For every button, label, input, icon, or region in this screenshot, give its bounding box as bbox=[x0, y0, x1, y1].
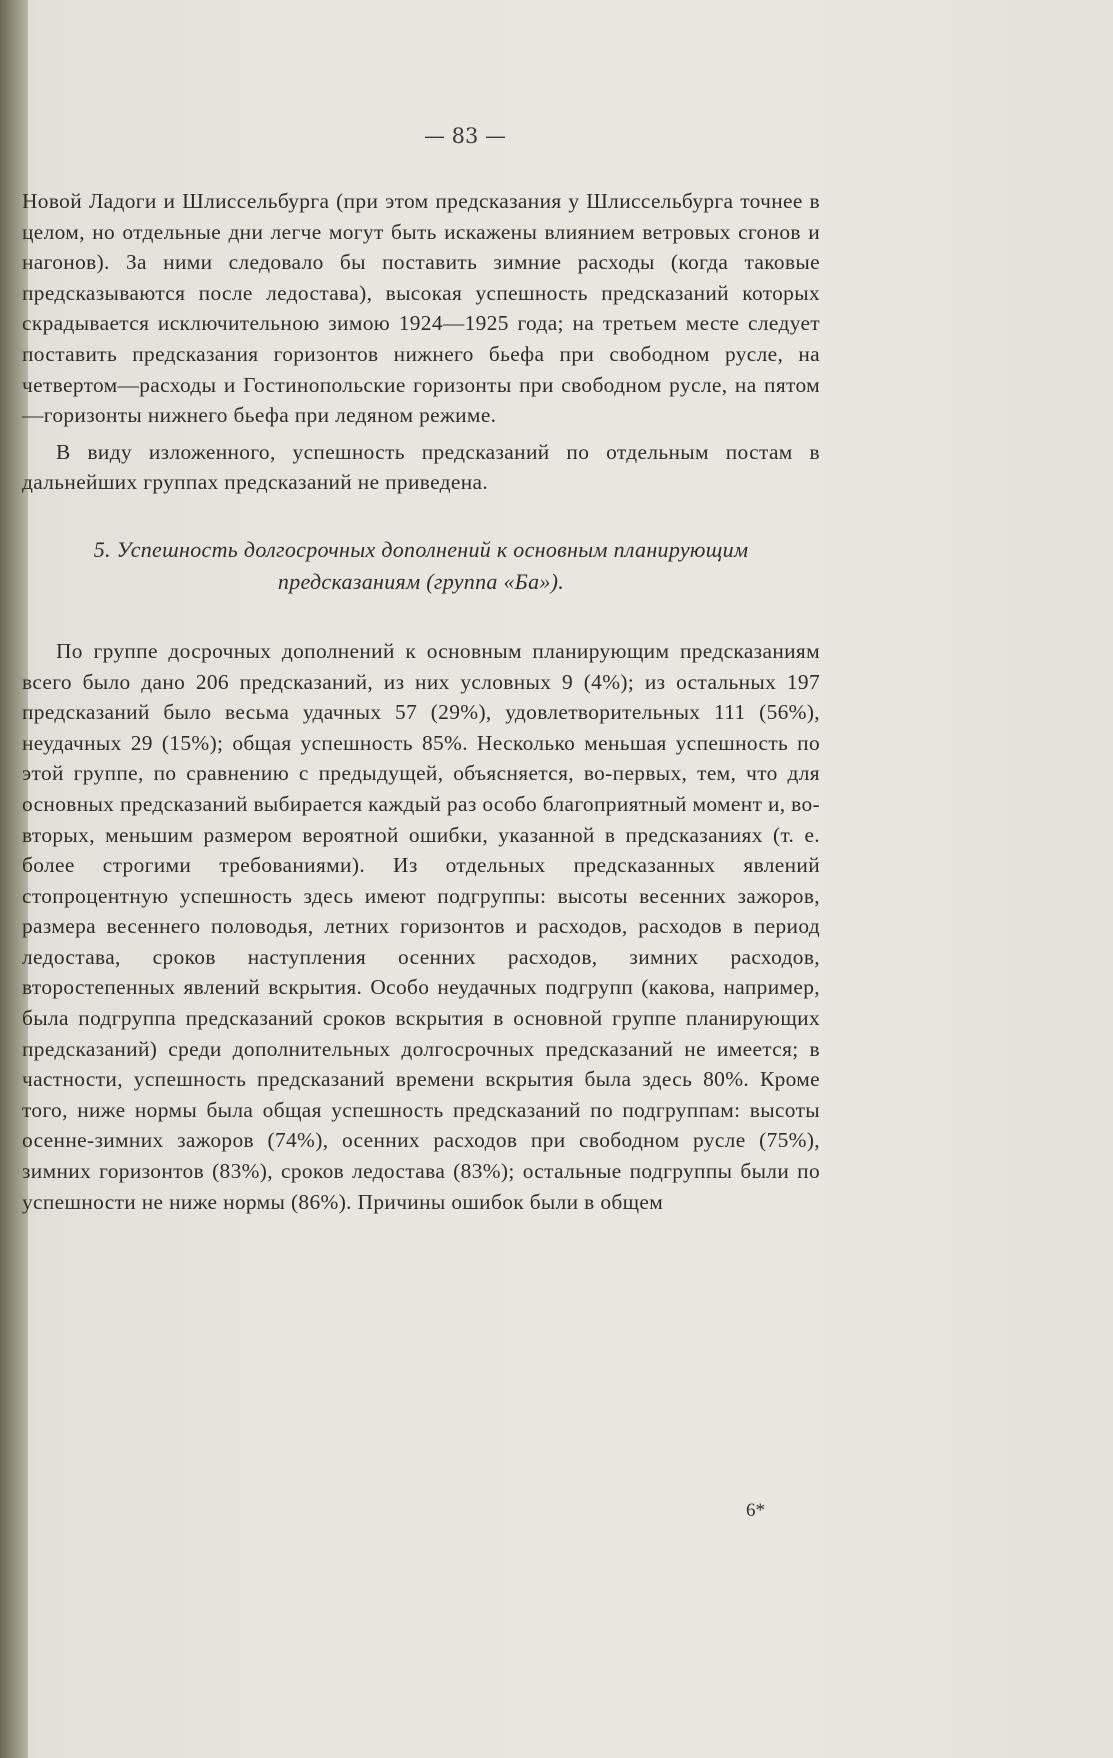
signature-mark: 6* bbox=[746, 1500, 765, 1521]
section-heading: 5. Успешность долгосрочных дополнений к основным планирующим предсказаниям (группа «Ба»). bbox=[93, 536, 749, 594]
section-paragraph: По группе досрочных дополнений к основным планирующим предсказаниям всего было дано 206 предсказаний, из них условных 9 (4%); из остальных 197 предсказаний было весьма удачных 57 (29%), удовлетворительных 111 (56%), неудачных 29 (15%); общая успешность 85%. Несколько меньшая успешность по этой группе, по сравнению с предыдущей, объясняется, во-первых, тем, что для основных предсказаний выбирается каждый раз особо благоприятный момент и, во-вторых, меньшим размером вероятной ошибки, указанной в предсказаниях (т. е. более строгими требованиями). Из отдельных предсказанных явлений стопроцентную успешность здесь имеют подгруппы: высоты весенних зажоров, размера весеннего половодья, летних горизонтов и расходов, расходов в период ледостава, сроков наступления осенних расходов, зимних расходов, второстепенных явлений вскрытия. Особо неудачных подгрупп (какова, например, была подгруппа предсказаний сроков вскрытия в основной группе планирующих предсказаний) среди дополнительных долгосрочных предсказаний не имеется; в частности, успешность предсказаний времени вскрытия была здесь 80%. Кроме того, ниже нормы была общая успешность предсказаний по подгруппам: высоты осенне-зимних зажоров (74%), осенних расходов при свободном русле (75%), зимних горизонтов (83%), сроков ледостава (83%); остальные подгруппы были по успешности не ниже нормы (86%). Причины ошибок были в общем bbox=[22, 638, 820, 1214]
paragraph-continuation: Новой Ладоги и Шлиссельбурга (при этом предсказания у Шлиссельбурга точнее в целом, но отдельные дни легче могут быть искажены влиянием ветровых сгонов и нагонов). За ними следовало бы поставить зимние расходы (когда таковые предсказываются после ледостава), высокая успешность предсказаний которых скрадывается исключительною зимою 1924—1925 года; на третьем месте следует поставить предсказания горизонтов нижнего бьефа при свободном русле, на четвертом—расходы и Гостинопольские горизонты при свободном русле, на пятом—горизонты нижнего бьефа при ледяном режиме. bbox=[22, 189, 820, 428]
paragraph: В виду изложенного, успешность предсказаний по отдельным постам в дальнейших группах предсказаний не приведена. bbox=[22, 439, 820, 495]
page-number-header: — 83 — bbox=[423, 124, 507, 148]
body-text bbox=[22, 186, 820, 1217]
